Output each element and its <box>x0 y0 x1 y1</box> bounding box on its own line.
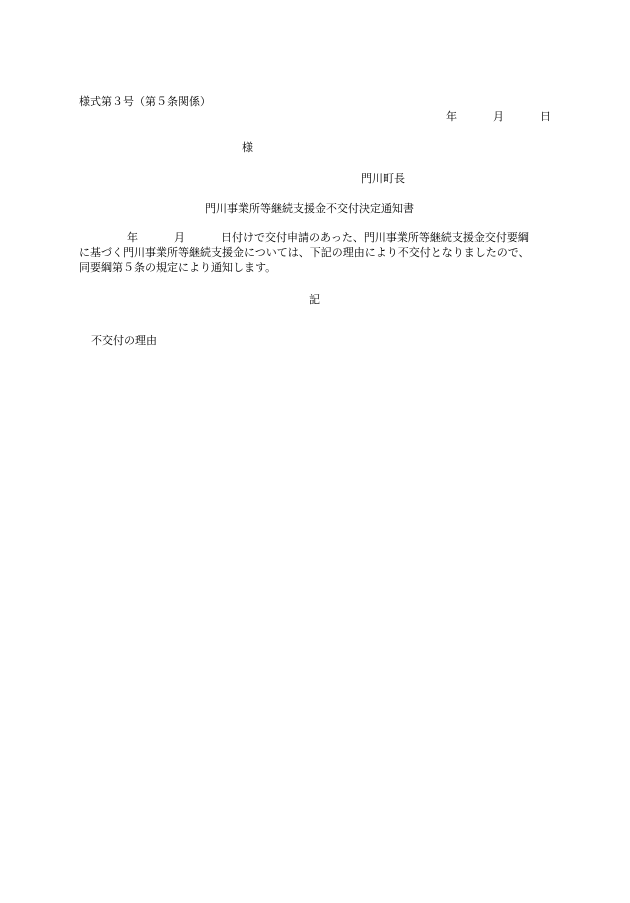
body-text-line-1: 日付けで交付申請のあった、門川事業所等継続支援金交付要綱 <box>221 231 529 244</box>
reason-label: 不交付の理由 <box>91 334 157 347</box>
date-month-label: 月 <box>493 110 504 123</box>
body-year-label: 年 <box>127 231 138 244</box>
body-text-line-2: に基づく門川事業所等継続支援金については、下記の理由により不交付となりましたので、 <box>79 246 530 259</box>
date-year-label: 年 <box>446 110 457 123</box>
sender-name: 門川町長 <box>361 172 405 185</box>
document-title: 門川事業所等継続支援金不交付決定通知書 <box>205 202 414 215</box>
date-day-label: 日 <box>540 110 551 123</box>
body-month-label: 月 <box>174 231 185 244</box>
form-number: 様式第３号（第５条関係） <box>79 95 211 108</box>
addressee-suffix: 様 <box>242 141 253 154</box>
body-text-line-3: 同要綱第５条の規定により通知します。 <box>79 261 277 274</box>
ki-heading: 記 <box>309 293 320 306</box>
